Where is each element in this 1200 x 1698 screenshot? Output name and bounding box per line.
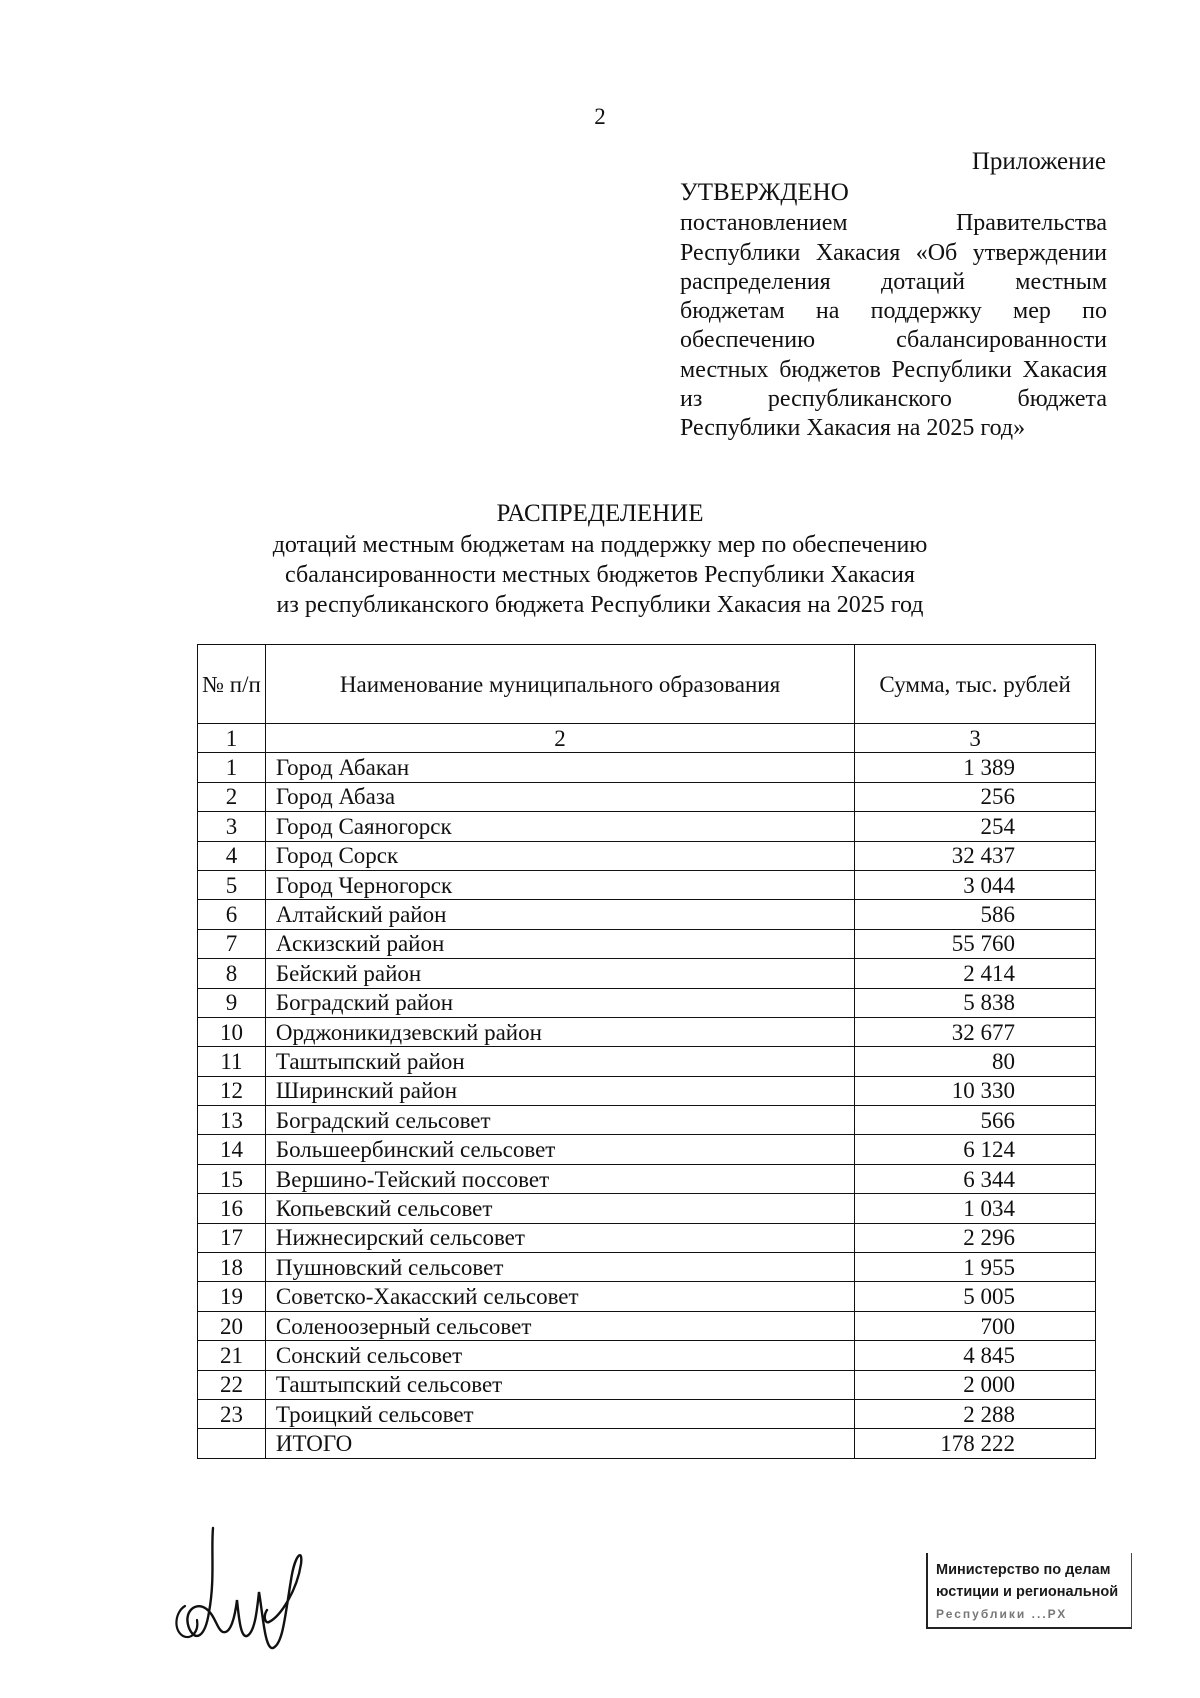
total-amount: 178 222 — [855, 1429, 1096, 1458]
approval-heading: УТВЕРЖДЕНО — [680, 179, 849, 206]
stamp-line: юстиции и региональной — [936, 1584, 1119, 1600]
row-name: Троицкий сельсовет — [265, 1399, 854, 1428]
table-row — [198, 1282, 1096, 1311]
table-row — [198, 753, 1096, 782]
table-row — [198, 1135, 1096, 1164]
stamp-line: Республики ...РХ — [936, 1607, 1068, 1621]
row-number: 9 — [198, 988, 266, 1017]
row-number: 17 — [198, 1223, 266, 1252]
table-row — [198, 1017, 1096, 1046]
row-name: Большеербинский сельсовет — [265, 1135, 854, 1164]
row-name: Боградский сельсовет — [265, 1106, 854, 1135]
row-amount: 6 124 — [855, 1135, 1096, 1164]
stamp-line: Министерство по делам — [936, 1562, 1111, 1578]
approval-block — [680, 178, 1107, 444]
row-number: 14 — [198, 1135, 266, 1164]
row-number: 5 — [198, 870, 266, 899]
document-subtitle — [240, 530, 960, 620]
table-row — [198, 1164, 1096, 1193]
row-number: 6 — [198, 900, 266, 929]
table-header-row — [198, 645, 1096, 724]
table-row — [198, 841, 1096, 870]
page-number: 2 — [594, 104, 606, 129]
row-amount: 1 389 — [855, 753, 1096, 782]
row-number: 8 — [198, 959, 266, 988]
table-body — [198, 753, 1096, 1429]
row-name: Соленоозерный сельсовет — [265, 1311, 854, 1340]
row-amount: 10 330 — [855, 1076, 1096, 1105]
row-number: 16 — [198, 1194, 266, 1223]
row-number: 12 — [198, 1076, 266, 1105]
header-name: Наименование муниципального образования — [265, 645, 854, 724]
row-amount: 80 — [855, 1047, 1096, 1076]
row-number: 2 — [198, 782, 266, 811]
row-number: 1 — [198, 753, 266, 782]
row-name: Город Сорск — [265, 841, 854, 870]
row-amount: 6 344 — [855, 1164, 1096, 1193]
row-number: 22 — [198, 1370, 266, 1399]
row-name: Вершино-Тейский поссовет — [265, 1164, 854, 1193]
row-number: 20 — [198, 1311, 266, 1340]
column-index: 3 — [855, 724, 1096, 753]
table-row — [198, 1370, 1096, 1399]
row-amount: 3 044 — [855, 870, 1096, 899]
row-amount: 254 — [855, 812, 1096, 841]
table-row — [198, 1341, 1096, 1370]
distribution-table — [197, 644, 1096, 1459]
row-name: Нижнесирский сельсовет — [265, 1223, 854, 1252]
column-index: 1 — [198, 724, 266, 753]
row-name: Город Саяногорск — [265, 812, 854, 841]
signature — [165, 1520, 325, 1660]
row-name: Алтайский район — [265, 900, 854, 929]
row-name: Пушновский сельсовет — [265, 1253, 854, 1282]
row-amount: 566 — [855, 1106, 1096, 1135]
total-number-cell — [198, 1429, 266, 1458]
table-row — [198, 812, 1096, 841]
subtitle-line: из республиканского бюджета Республики Хакасия на 2025 год — [276, 592, 924, 618]
table-row — [198, 1194, 1096, 1223]
row-name: Таштыпский район — [265, 1047, 854, 1076]
row-amount: 586 — [855, 900, 1096, 929]
row-number: 10 — [198, 1017, 266, 1046]
table-row — [198, 1253, 1096, 1282]
table-row — [198, 1076, 1096, 1105]
row-number: 11 — [198, 1047, 266, 1076]
total-row — [198, 1429, 1096, 1458]
row-amount: 32 437 — [855, 841, 1096, 870]
row-amount: 1 034 — [855, 1194, 1096, 1223]
table-row — [198, 870, 1096, 899]
row-number: 23 — [198, 1399, 266, 1428]
row-amount: 2 296 — [855, 1223, 1096, 1252]
row-amount: 32 677 — [855, 1017, 1096, 1046]
header-number: № п/п — [198, 645, 266, 724]
row-amount: 1 955 — [855, 1253, 1096, 1282]
row-name: Орджоникидзевский район — [265, 1017, 854, 1046]
row-amount: 5 838 — [855, 988, 1096, 1017]
row-amount: 55 760 — [855, 929, 1096, 958]
header-amount: Сумма, тыс. рублей — [855, 645, 1096, 724]
table-row — [198, 1223, 1096, 1252]
row-number: 21 — [198, 1341, 266, 1370]
document-title: РАСПРЕДЕЛЕНИЕ — [496, 500, 704, 527]
registration-stamp — [926, 1553, 1132, 1629]
appendix-label: Приложение — [971, 148, 1106, 175]
table-row — [198, 782, 1096, 811]
column-index-row — [198, 724, 1096, 753]
row-name: Ширинский район — [265, 1076, 854, 1105]
row-number: 13 — [198, 1106, 266, 1135]
row-number: 18 — [198, 1253, 266, 1282]
row-name: Город Черногорск — [265, 870, 854, 899]
subtitle-line: дотаций местным бюджетам на поддержку мер по обеспечению — [272, 532, 928, 558]
row-amount: 256 — [855, 782, 1096, 811]
table-row — [198, 1311, 1096, 1340]
table-row — [198, 900, 1096, 929]
row-amount: 4 845 — [855, 1341, 1096, 1370]
row-name: Таштыпский сельсовет — [265, 1370, 854, 1399]
table-row — [198, 988, 1096, 1017]
table-row — [198, 1106, 1096, 1135]
approval-text: постановлением Правительства Республики Хакасия «Об утверждении распределения дотаций местным бюджетам на поддержку мер по обеспечению сбалансированности местных бюджетов Республики Хакасия из республиканского бюджета Республики Хакасия на 2025 год» — [680, 210, 1107, 442]
row-amount: 2 288 — [855, 1399, 1096, 1428]
row-number: 4 — [198, 841, 266, 870]
row-name: Сонский сельсовет — [265, 1341, 854, 1370]
row-amount: 700 — [855, 1311, 1096, 1340]
table-row — [198, 1399, 1096, 1428]
row-amount: 5 005 — [855, 1282, 1096, 1311]
row-name: Копьевский сельсовет — [265, 1194, 854, 1223]
table-row — [198, 1047, 1096, 1076]
total-label: ИТОГО — [265, 1429, 854, 1458]
row-number: 15 — [198, 1164, 266, 1193]
row-name: Бейский район — [265, 959, 854, 988]
table-row — [198, 929, 1096, 958]
row-name: Город Абакан — [265, 753, 854, 782]
column-index: 2 — [265, 724, 854, 753]
row-name: Боградский район — [265, 988, 854, 1017]
row-amount: 2 414 — [855, 959, 1096, 988]
row-number: 7 — [198, 929, 266, 958]
row-number: 3 — [198, 812, 266, 841]
table-row — [198, 959, 1096, 988]
row-amount: 2 000 — [855, 1370, 1096, 1399]
subtitle-line: сбалансированности местных бюджетов Республики Хакасия — [285, 562, 915, 588]
row-name: Город Абаза — [265, 782, 854, 811]
row-name: Советско-Хакасский сельсовет — [265, 1282, 854, 1311]
row-name: Аскизский район — [265, 929, 854, 958]
row-number: 19 — [198, 1282, 266, 1311]
